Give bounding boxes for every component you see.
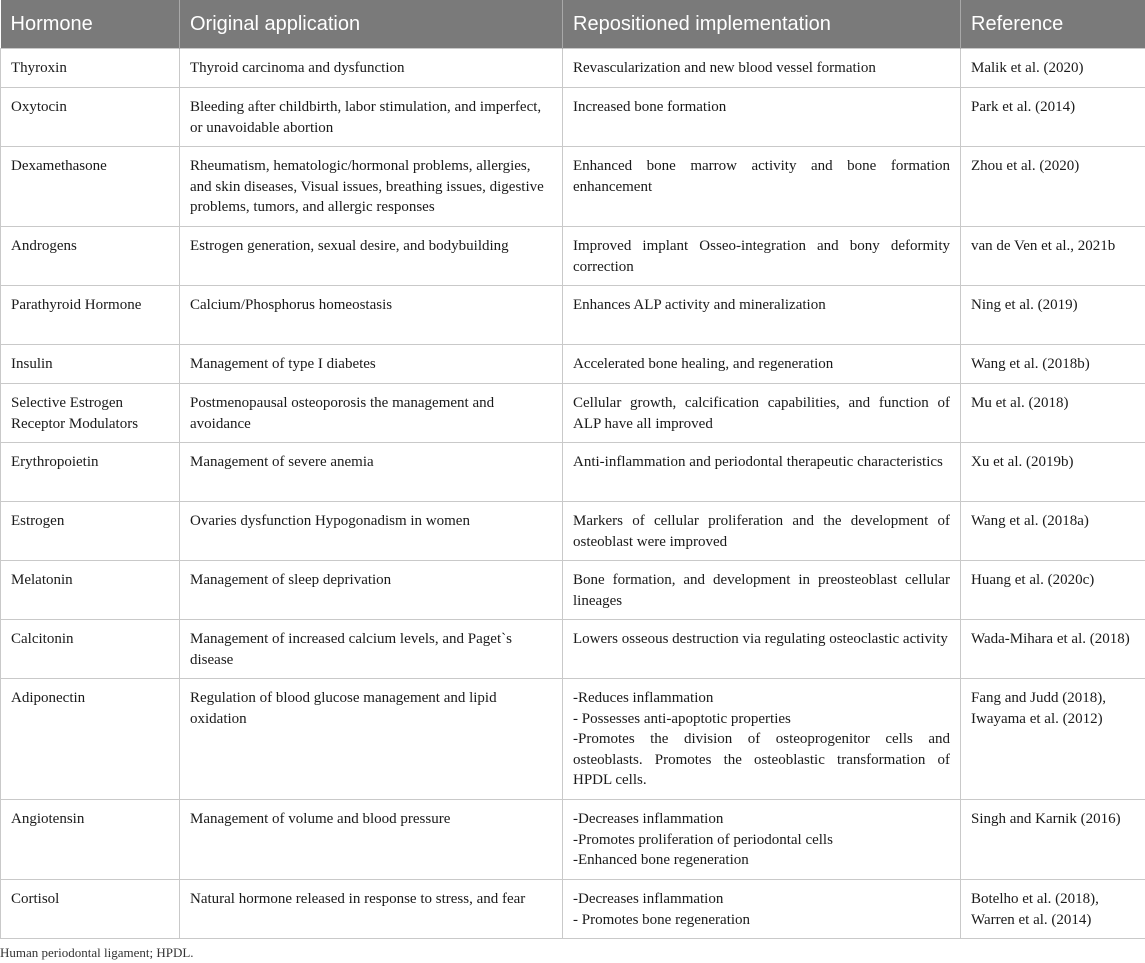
cell-repositioned-implementation bbox=[563, 620, 961, 679]
cell-hormone: Dexamethasone bbox=[1, 147, 180, 227]
cell-repositioned-implementation bbox=[563, 502, 961, 561]
repositioned-line: Anti-inflammation and periodontal therapeutic characteristics bbox=[573, 454, 943, 470]
cell-reference: Wang et al. (2018b) bbox=[961, 345, 1145, 384]
cell-repositioned-implementation bbox=[563, 88, 961, 147]
cell-reference: Botelho et al. (2018), Warren et al. (2014) bbox=[961, 880, 1145, 939]
repositioned-line: -Promotes the division of osteoprogenitor cells and osteoblasts. Promotes the osteoblastic transformation of HPDL cells. bbox=[573, 731, 950, 788]
table-footnote: Human periodontal ligament; HPDL. bbox=[0, 945, 194, 960]
cell-hormone: Androgens bbox=[1, 227, 180, 286]
repositioned-line: Lowers osseous destruction via regulating osteoclastic activity bbox=[573, 631, 948, 647]
cell-hormone: Selective Estrogen Receptor Modulators bbox=[1, 384, 180, 443]
cell-original-application: Ovaries dysfunction Hypogonadism in women bbox=[180, 502, 563, 561]
cell-hormone: Angiotensin bbox=[1, 800, 180, 880]
cell-reference: Singh and Karnik (2016) bbox=[961, 800, 1145, 880]
cell-hormone: Insulin bbox=[1, 345, 180, 384]
table-body bbox=[1, 49, 1145, 939]
repositioned-line: Markers of cellular proliferation and the development of osteoblast were improved bbox=[573, 513, 950, 550]
cell-repositioned-implementation bbox=[563, 345, 961, 384]
cell-original-application: Calcium/Phosphorus homeostasis bbox=[180, 286, 563, 345]
table-row bbox=[1, 679, 1145, 800]
table-row bbox=[1, 800, 1145, 880]
repositioned-line: Bone formation, and development in preosteoblast cellular lineages bbox=[573, 572, 950, 609]
cell-hormone: Calcitonin bbox=[1, 620, 180, 679]
repositioned-line: Revascularization and new blood vessel formation bbox=[573, 60, 876, 76]
cell-repositioned-implementation bbox=[563, 443, 961, 502]
cell-original-application: Bleeding after childbirth, labor stimulation, and imperfect, or unavoidable abortion bbox=[180, 88, 563, 147]
table-row bbox=[1, 620, 1145, 679]
cell-reference: Ning et al. (2019) bbox=[961, 286, 1145, 345]
cell-repositioned-implementation bbox=[563, 561, 961, 620]
table-header-row bbox=[1, 0, 1145, 49]
repositioned-line: -Decreases inflammation bbox=[573, 891, 724, 907]
cell-original-application: Rheumatism, hematologic/hormonal problems, allergies, and skin diseases, Visual issues, breathing issues, digestive problems, tumors, and allergic responses bbox=[180, 147, 563, 227]
table-row bbox=[1, 880, 1145, 939]
cell-original-application: Management of increased calcium levels, and Paget`s disease bbox=[180, 620, 563, 679]
cell-reference: Park et al. (2014) bbox=[961, 88, 1145, 147]
repositioned-line: -Enhanced bone regeneration bbox=[573, 852, 749, 868]
cell-repositioned-implementation bbox=[563, 147, 961, 227]
table-row bbox=[1, 384, 1145, 443]
cell-repositioned-implementation bbox=[563, 800, 961, 880]
table-row bbox=[1, 345, 1145, 384]
cell-original-application: Thyroid carcinoma and dysfunction bbox=[180, 49, 563, 88]
header-original-application: Original application bbox=[180, 0, 563, 49]
cell-hormone: Thyroxin bbox=[1, 49, 180, 88]
cell-reference: Mu et al. (2018) bbox=[961, 384, 1145, 443]
repositioned-line: - Possesses anti-apoptotic properties bbox=[573, 710, 791, 727]
cell-repositioned-implementation bbox=[563, 286, 961, 345]
table-row bbox=[1, 443, 1145, 502]
table-row bbox=[1, 49, 1145, 88]
table-row bbox=[1, 502, 1145, 561]
cell-hormone: Melatonin bbox=[1, 561, 180, 620]
table-row bbox=[1, 147, 1145, 227]
cell-original-application: Management of severe anemia bbox=[180, 443, 563, 502]
repositioned-line: Enhances ALP activity and mineralization bbox=[573, 297, 826, 313]
table-row bbox=[1, 227, 1145, 286]
cell-repositioned-implementation bbox=[563, 880, 961, 939]
cell-original-application: Regulation of blood glucose management and lipid oxidation bbox=[180, 679, 563, 800]
cell-original-application: Estrogen generation, sexual desire, and bodybuilding bbox=[180, 227, 563, 286]
cell-original-application: Natural hormone released in response to stress, and fear bbox=[180, 880, 563, 939]
cell-hormone: Parathyroid Hormone bbox=[1, 286, 180, 345]
cell-reference: Zhou et al. (2020) bbox=[961, 147, 1145, 227]
cell-hormone: Oxytocin bbox=[1, 88, 180, 147]
cell-repositioned-implementation bbox=[563, 679, 961, 800]
repositioned-line: - Promotes bone regeneration bbox=[573, 911, 751, 928]
cell-repositioned-implementation bbox=[563, 384, 961, 443]
repositioned-line: Cellular growth, calcification capabilities, and function of ALP have all improved bbox=[573, 395, 950, 432]
header-repositioned-implementation: Repositioned implementation bbox=[563, 0, 961, 49]
repositioned-line: Increased bone formation bbox=[573, 99, 727, 115]
header-hormone: Hormone bbox=[1, 0, 180, 49]
repositioned-line: -Promotes proliferation of periodontal cells bbox=[573, 831, 833, 848]
cell-reference: Huang et al. (2020c) bbox=[961, 561, 1145, 620]
cell-reference: Malik et al. (2020) bbox=[961, 49, 1145, 88]
cell-hormone: Erythropoietin bbox=[1, 443, 180, 502]
cell-original-application: Management of sleep deprivation bbox=[180, 561, 563, 620]
cell-hormone: Cortisol bbox=[1, 880, 180, 939]
cell-reference: Fang and Judd (2018), Iwayama et al. (2012) bbox=[961, 679, 1145, 800]
cell-repositioned-implementation bbox=[563, 49, 961, 88]
repositioned-line: -Reduces inflammation bbox=[573, 690, 714, 706]
table-row bbox=[1, 561, 1145, 620]
table-row bbox=[1, 286, 1145, 345]
cell-reference: Wada-Mihara et al. (2018) bbox=[961, 620, 1145, 679]
repositioned-line: Enhanced bone marrow activity and bone formation enhancement bbox=[573, 158, 950, 195]
repositioned-line: Improved implant Osseo-integration and bony deformity correction bbox=[573, 238, 950, 275]
cell-reference: Wang et al. (2018a) bbox=[961, 502, 1145, 561]
cell-reference: Xu et al. (2019b) bbox=[961, 443, 1145, 502]
repositioned-line: Accelerated bone healing, and regeneration bbox=[573, 356, 834, 372]
cell-repositioned-implementation bbox=[563, 227, 961, 286]
repositioned-line: -Decreases inflammation bbox=[573, 811, 724, 827]
cell-original-application: Management of volume and blood pressure bbox=[180, 800, 563, 880]
cell-original-application: Management of type I diabetes bbox=[180, 345, 563, 384]
cell-reference: van de Ven et al., 2021b bbox=[961, 227, 1145, 286]
cell-hormone: Estrogen bbox=[1, 502, 180, 561]
cell-hormone: Adiponectin bbox=[1, 679, 180, 800]
cell-original-application: Postmenopausal osteoporosis the management and avoidance bbox=[180, 384, 563, 443]
table-row bbox=[1, 88, 1145, 147]
header-reference: Reference bbox=[961, 0, 1145, 49]
